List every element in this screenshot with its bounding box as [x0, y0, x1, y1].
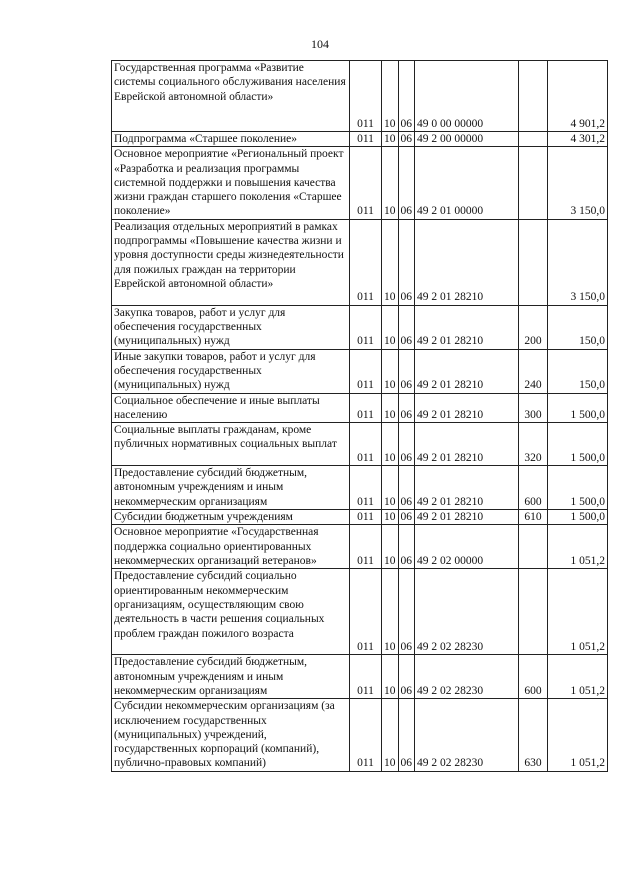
expense-type-code: [519, 61, 548, 132]
ministry-code: 011: [350, 305, 382, 349]
table-row: [112, 569, 608, 655]
row-name: Социальные выплаты гражданам, кроме публичных нормативных социальных выплат: [112, 423, 350, 466]
expense-type-code: [519, 525, 548, 569]
table-row: [112, 393, 608, 423]
subsection-code: 06: [398, 349, 415, 393]
table-body: [112, 61, 608, 772]
table-row: [112, 525, 608, 569]
row-name: Социальное обеспечение и иные выплаты населению: [112, 393, 350, 423]
ministry-code: 011: [350, 655, 382, 699]
ministry-code: 011: [350, 569, 382, 655]
section-code: 10: [382, 699, 399, 771]
section-code: 10: [382, 393, 399, 423]
table-row: [112, 305, 608, 349]
ministry-code: 011: [350, 147, 382, 219]
section-code: 10: [382, 147, 399, 219]
subsection-code: 06: [398, 219, 415, 305]
ministry-code: 011: [350, 349, 382, 393]
row-name: Предоставление субсидий бюджетным, автономным учреждениям и иным некоммерческим организациям: [112, 466, 350, 510]
row-name: Иные закупки товаров, работ и услуг для обеспечения государственных (муниципальных) нужд: [112, 349, 350, 393]
row-name: Государственная программа «Развитие системы социального обслуживания населения Еврейской автономной области»: [112, 61, 350, 132]
section-code: 10: [382, 219, 399, 305]
amount-value: 4 301,2: [548, 132, 608, 147]
section-code: 10: [382, 569, 399, 655]
target-article-code: 49 2 01 28210: [415, 466, 519, 510]
table-row: [112, 655, 608, 699]
ministry-code: 011: [350, 525, 382, 569]
table-row: [112, 423, 608, 466]
table-row: [112, 147, 608, 219]
section-code: 10: [382, 61, 399, 132]
row-name: Основное мероприятие «Региональный проект «Разработка и реализация программы системной поддержки и повышения качества жизни граждан старшего поколения «Старшее поколение»: [112, 147, 350, 219]
target-article-code: 49 2 01 28210: [415, 219, 519, 305]
expense-type-code: [519, 219, 548, 305]
row-name: Закупка товаров, работ и услуг для обеспечения государственных (муниципальных) нужд: [112, 305, 350, 349]
amount-value: 1 500,0: [548, 423, 608, 466]
ministry-code: 011: [350, 423, 382, 466]
subsection-code: 06: [398, 699, 415, 771]
amount-value: 150,0: [548, 305, 608, 349]
table-row: [112, 510, 608, 525]
table-row: [112, 466, 608, 510]
row-name: Предоставление субсидий бюджетным, автономным учреждениям и иным некоммерческим организациям: [112, 655, 350, 699]
row-name: Реализация отдельных мероприятий в рамках подпрограммы «Повышение качества жизни и уровня доступности среды жизнедеятельности для пожилых граждан на территории Еврейской автономной области»: [112, 219, 350, 305]
table-row: [112, 699, 608, 771]
ministry-code: 011: [350, 132, 382, 147]
expense-type-code: 300: [519, 393, 548, 423]
expense-type-code: [519, 132, 548, 147]
section-code: 10: [382, 510, 399, 525]
section-code: 10: [382, 305, 399, 349]
amount-value: 1 051,2: [548, 525, 608, 569]
amount-value: 1 051,2: [548, 569, 608, 655]
row-name: Подпрограмма «Старшее поколение»: [112, 132, 350, 147]
subsection-code: 06: [398, 132, 415, 147]
expense-type-code: 600: [519, 466, 548, 510]
page-number: 104: [311, 37, 329, 51]
target-article-code: 49 2 01 28210: [415, 510, 519, 525]
subsection-code: 06: [398, 510, 415, 525]
target-article-code: 49 2 00 00000: [415, 132, 519, 147]
expense-type-code: 240: [519, 349, 548, 393]
target-article-code: 49 2 01 00000: [415, 147, 519, 219]
amount-value: 150,0: [548, 349, 608, 393]
ministry-code: 011: [350, 699, 382, 771]
section-code: 10: [382, 132, 399, 147]
subsection-code: 06: [398, 466, 415, 510]
ministry-code: 011: [350, 219, 382, 305]
amount-value: 1 500,0: [548, 466, 608, 510]
table-row: [112, 219, 608, 305]
target-article-code: 49 2 01 28210: [415, 349, 519, 393]
section-code: 10: [382, 466, 399, 510]
table-row: [112, 349, 608, 393]
expense-type-code: 610: [519, 510, 548, 525]
target-article-code: 49 2 02 28230: [415, 699, 519, 771]
table-row: [112, 61, 608, 132]
subsection-code: 06: [398, 61, 415, 132]
ministry-code: 011: [350, 466, 382, 510]
expense-type-code: 600: [519, 655, 548, 699]
subsection-code: 06: [398, 655, 415, 699]
target-article-code: 49 2 01 28210: [415, 393, 519, 423]
row-name: Основное мероприятие «Государственная поддержка социально ориентированных некоммерческих организаций ветеранов»: [112, 525, 350, 569]
expense-type-code: 320: [519, 423, 548, 466]
expense-type-code: [519, 147, 548, 219]
amount-value: 1 051,2: [548, 699, 608, 771]
amount-value: 3 150,0: [548, 219, 608, 305]
subsection-code: 06: [398, 423, 415, 466]
section-code: 10: [382, 423, 399, 466]
subsection-code: 06: [398, 525, 415, 569]
target-article-code: 49 2 01 28210: [415, 305, 519, 349]
section-code: 10: [382, 349, 399, 393]
subsection-code: 06: [398, 305, 415, 349]
target-article-code: 49 2 01 28210: [415, 423, 519, 466]
ministry-code: 011: [350, 61, 382, 132]
ministry-code: 011: [350, 510, 382, 525]
target-article-code: 49 2 02 00000: [415, 525, 519, 569]
amount-value: 1 500,0: [548, 393, 608, 423]
table-row: [112, 132, 608, 147]
target-article-code: 49 2 02 28230: [415, 569, 519, 655]
target-article-code: 49 0 00 00000: [415, 61, 519, 132]
row-name: Субсидии некоммерческим организациям (за исключением государственных (муниципальных) учреждений, государственных корпораций (компаний), публично-правовых компаний): [112, 699, 350, 771]
amount-value: 1 051,2: [548, 655, 608, 699]
subsection-code: 06: [398, 569, 415, 655]
expense-type-code: 200: [519, 305, 548, 349]
row-name: Предоставление субсидий социально ориентированным некоммерческим организациям, осуществляющим свою деятельность в части решения социальных проблем граждан пожилого возраста: [112, 569, 350, 655]
amount-value: 3 150,0: [548, 147, 608, 219]
subsection-code: 06: [398, 147, 415, 219]
row-name: Субсидии бюджетным учреждениям: [112, 510, 350, 525]
subsection-code: 06: [398, 393, 415, 423]
ministry-code: 011: [350, 393, 382, 423]
target-article-code: 49 2 02 28230: [415, 655, 519, 699]
expense-type-code: 630: [519, 699, 548, 771]
amount-value: 4 901,2: [548, 61, 608, 132]
expense-type-code: [519, 569, 548, 655]
amount-value: 1 500,0: [548, 510, 608, 525]
section-code: 10: [382, 525, 399, 569]
section-code: 10: [382, 655, 399, 699]
budget-table: [111, 60, 608, 772]
